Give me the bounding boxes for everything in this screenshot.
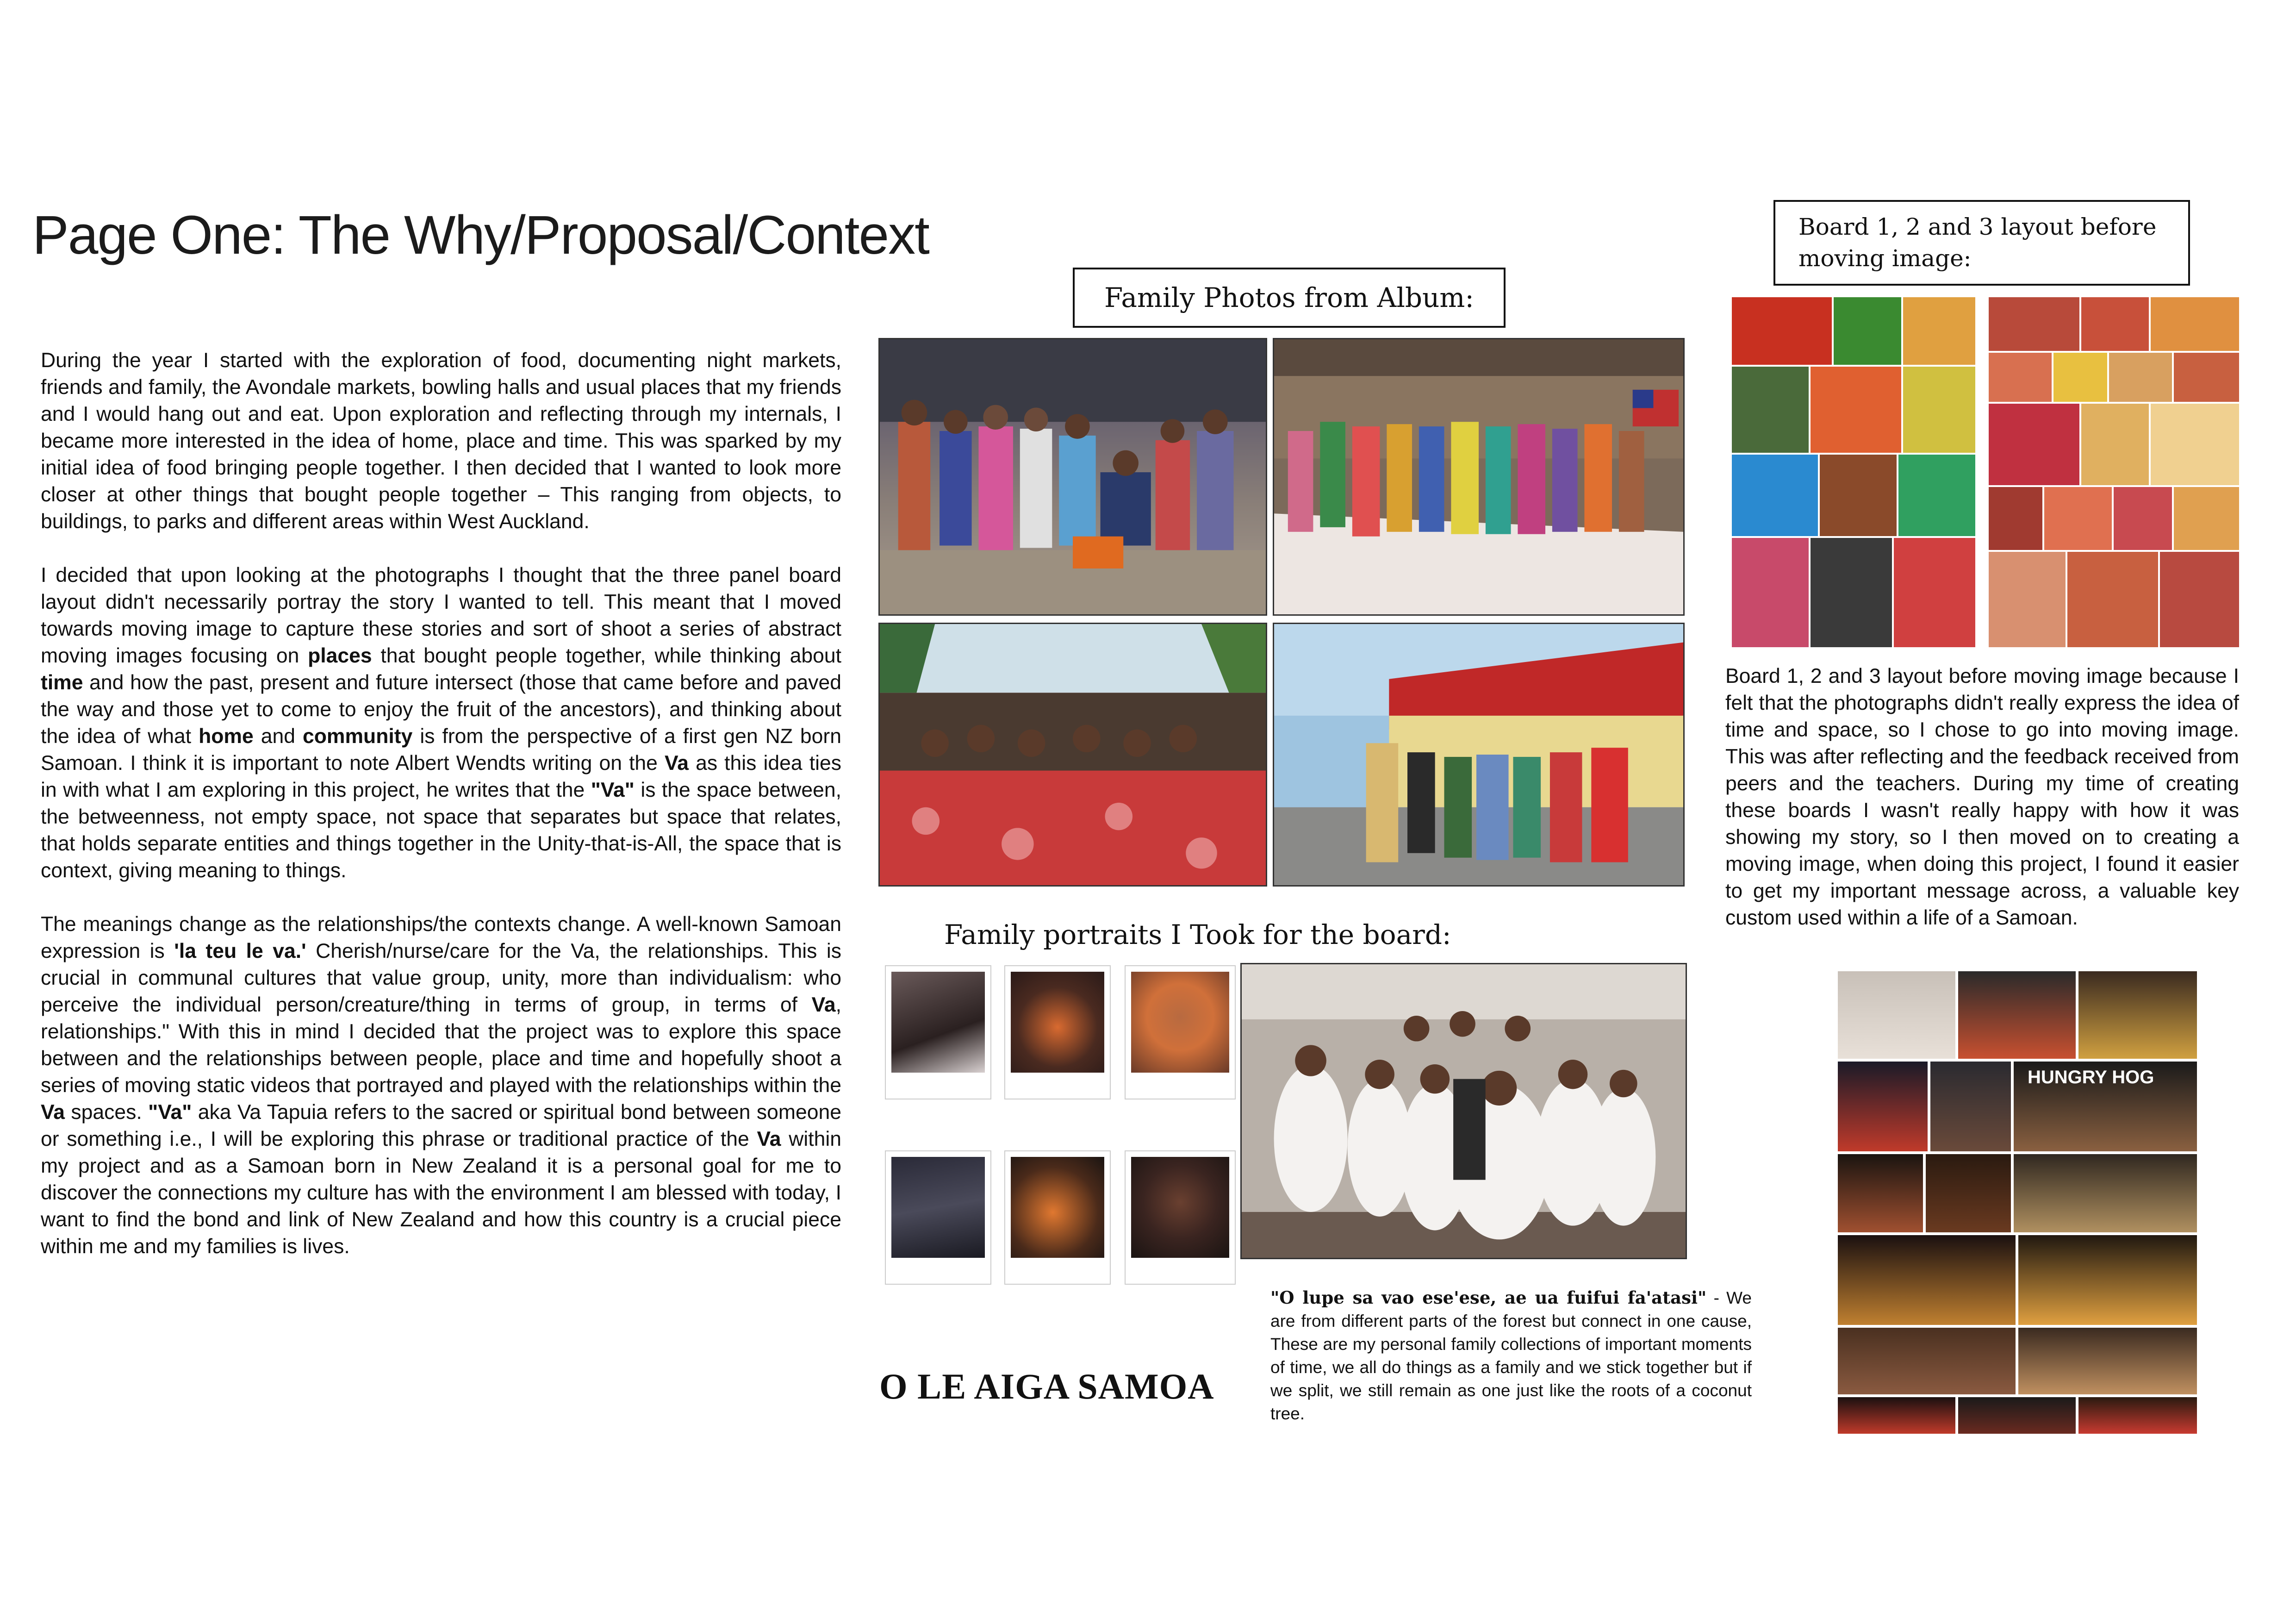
polaroid-image <box>1011 972 1104 1073</box>
board-tile <box>1731 366 1810 454</box>
board-tile <box>2053 352 2108 403</box>
board-tile <box>2043 486 2113 551</box>
album-photo-dance-group <box>1273 338 1685 616</box>
paragraph-moving-image <box>41 562 841 884</box>
album-photo-ceremony <box>878 623 1267 887</box>
board-tile <box>2159 551 2240 648</box>
board-tile <box>1893 537 1976 648</box>
board-collage-food <box>1988 296 2240 648</box>
market-photo <box>1957 1396 2077 1435</box>
polaroid-portrait-6 <box>1125 1150 1236 1285</box>
paragraph-meanings <box>41 911 841 1260</box>
market-photo <box>2077 970 2198 1060</box>
family-portrait-white <box>1240 963 1687 1259</box>
text-span: The meanings change as the relationships/the contexts change. A well-known Samoan expression is <box>41 913 841 962</box>
board-collage-market <box>1731 296 1976 648</box>
board-tile <box>2113 486 2173 551</box>
text-span: and <box>253 725 303 748</box>
album-photo-4-art <box>1274 624 1683 885</box>
market-photo <box>1836 1153 1924 1234</box>
aiga-quote <box>1270 1286 1752 1425</box>
polaroid-portrait-5 <box>1004 1150 1111 1285</box>
paragraph-intro: During the year I started with the exploration of food, documenting night markets, friends and family, the Avondale markets, bowling halls and usual places that my friends and I would hang out and eat. Upon exploration and reflecting through my internals, I became more interested in the idea of home, place and time. This was sparked by my initial idea of food bringing people together. I then decided that I wanted to look more closer at other things that bought people together – This ranging from objects, to buildings, to parks and different areas within West Auckland. <box>41 349 841 533</box>
bold-va: Va <box>811 993 836 1016</box>
album-photo-3-art <box>880 624 1266 885</box>
board-tile <box>2080 403 2150 486</box>
market-photo <box>2017 1234 2198 1326</box>
text-span: I decided that upon looking at the photographs I thought that the three panel board layout didn't necessarily portray the story I wanted to tell. This meant that I moved towards moving image to capture these stories and sort of shoot a series of abstract moving images focusing on <box>41 564 841 667</box>
board-tile <box>1731 454 1819 537</box>
page-title: Page One: The Why/Proposal/Context <box>32 205 929 266</box>
quote-translation: - We are from different parts of the forest but connect in one cause, These are my personal family collections of important moments of time, we all do things as a family and we stick together but if we split, we still remain as one just like the roots of a coconut tree. <box>1270 1288 1752 1423</box>
market-photo <box>1929 1060 2012 1153</box>
text-span: as this idea ties in with what I am exploring in this project, he writes that the <box>41 752 841 801</box>
bold-va-quoted: "Va" <box>148 1101 192 1124</box>
text-span: and how the past, present and future intersect (those that came before and paved the way and those yet to come to enjoy the fruit of the ancestors), and thinking about the idea of what <box>41 671 841 748</box>
bold-va: Va <box>757 1128 781 1150</box>
board-tile <box>2173 352 2240 403</box>
text-span: spaces. <box>64 1101 149 1124</box>
board-tile <box>1988 486 2043 551</box>
polaroid-image <box>1011 1157 1104 1258</box>
board-tile <box>2173 486 2240 551</box>
market-photo <box>2017 1326 2198 1396</box>
bold-expression: 'la teu le va.' <box>174 940 306 962</box>
text-span: is from the perspective of a first gen NZ born Samoan. I think it is important to note Albert Wendts writing on the <box>41 725 841 775</box>
album-photo-1-art <box>880 339 1266 614</box>
market-photo <box>1836 1326 2017 1396</box>
market-photo <box>1836 970 1957 1060</box>
board-label: Board 1, 2 and 3 layout before moving image: <box>1798 213 2157 272</box>
album-label-box <box>1073 268 1506 328</box>
board-tile <box>2108 352 2173 403</box>
aiga-samoa-title: O LE AIGA SAMOA <box>879 1366 1214 1406</box>
text-span: Cherish/nurse/care for the Va, the relationships. This is crucial in communal cultures that value group, unity, more than individualism: who perceive the individual person/creature/thing in terms of group, in terms of <box>41 940 841 1016</box>
board-tile <box>2150 403 2240 486</box>
bold-home: home <box>199 725 254 748</box>
board-label-box <box>1773 200 2190 286</box>
left-text-column <box>41 347 841 1287</box>
bold-time: time <box>41 671 83 694</box>
market-photo <box>2012 1153 2198 1234</box>
polaroid-portrait-2 <box>1004 965 1111 1099</box>
board-tile <box>1988 403 2080 486</box>
board-tile <box>2150 296 2240 352</box>
board-tile <box>1819 454 1898 537</box>
board-tile <box>1902 296 1976 366</box>
polaroid-portrait-1 <box>885 965 991 1099</box>
polaroid-portrait-3 <box>1125 965 1236 1099</box>
board-tile <box>1731 296 1833 366</box>
portraits-heading: Family portraits I Took for the board: <box>944 919 1451 950</box>
bold-places: places <box>308 644 372 667</box>
market-photo <box>2077 1396 2198 1435</box>
board-tile <box>1902 366 1976 454</box>
hungry-hog-sign: HUNGRY HOG <box>2028 1067 2154 1087</box>
board-tile <box>1731 537 1810 648</box>
polaroid-image <box>891 1157 985 1258</box>
bold-va-quoted: "Va" <box>591 779 635 801</box>
market-photo <box>1836 1234 2017 1326</box>
board-tile <box>1898 454 1976 537</box>
album-label: Family Photos from Album: <box>1104 282 1474 313</box>
board-tile <box>2066 551 2159 648</box>
polaroid-image <box>891 972 985 1073</box>
polaroid-image <box>1131 972 1229 1073</box>
album-photo-group-market <box>878 338 1267 616</box>
board-tile <box>1810 366 1902 454</box>
bold-va: Va <box>41 1101 65 1124</box>
board-description: Board 1, 2 and 3 layout before moving image because I felt that the photographs didn't really express the idea of time and space, so I chose to go into moving image. This was after reflecting and the feedback received from peers and the teachers. During my time of creating these boards I wasn't really happy with how it was showing my story, so I then moved on to creating a moving image, when doing this project, I found it easier to get my important message across, a valuable key custom used within a life of a Samoan. <box>1725 665 2239 929</box>
text-span: within my project and as a Samoan born in New Zealand it is a personal goal for me to discover the connections my culture has with the environment I am blessed with today, I want to find the bond and link of New Zealand and how this country is a crucial piece within me and my families is lives. <box>41 1128 841 1258</box>
text-span: that bought people together, while thinking about <box>372 644 841 667</box>
bold-community: community <box>302 725 413 748</box>
quote-samoan: "O lupe sa vao ese'ese, ae ua fuifui fa'atasi" <box>1270 1287 1707 1308</box>
board-tile <box>1988 551 2066 648</box>
text-span: is the space between, the betweenness, not empty space, not space that separates but space that relates, that holds separate entities and things together in the Unity-that-is-All, the space that is context, giving meaning to things. <box>41 779 841 882</box>
board-tile <box>1988 296 2080 352</box>
market-photo <box>1957 970 2077 1060</box>
text-span: , relationships." With this in mind I decided that the project was to explore this space between and the relationships between people, place and time and hopefully shoot a series of moving static videos that portrayed and played with the relationships within the <box>41 993 841 1097</box>
board-tile <box>1833 296 1902 366</box>
board-tile <box>2080 296 2150 352</box>
album-photo-2-art <box>1274 339 1683 614</box>
polaroid-portrait-4 <box>885 1150 991 1285</box>
polaroid-image <box>1131 1157 1229 1258</box>
market-photo <box>2012 1060 2198 1153</box>
bold-va: Va <box>665 752 689 775</box>
board-tile <box>1810 537 1893 648</box>
family-portrait-art <box>1242 964 1686 1258</box>
market-photo <box>1836 1060 1929 1153</box>
market-photo <box>1924 1153 2012 1234</box>
album-photo-house-family <box>1273 623 1685 887</box>
night-market-collage <box>1836 970 2198 1435</box>
text-span: aka Va Tapuia refers to the sacred or spiritual bond between someone or something i.e., I will be exploring this phrase or traditional practice of the <box>41 1101 841 1150</box>
board-tile <box>1988 352 2053 403</box>
market-photo <box>1836 1396 1957 1435</box>
